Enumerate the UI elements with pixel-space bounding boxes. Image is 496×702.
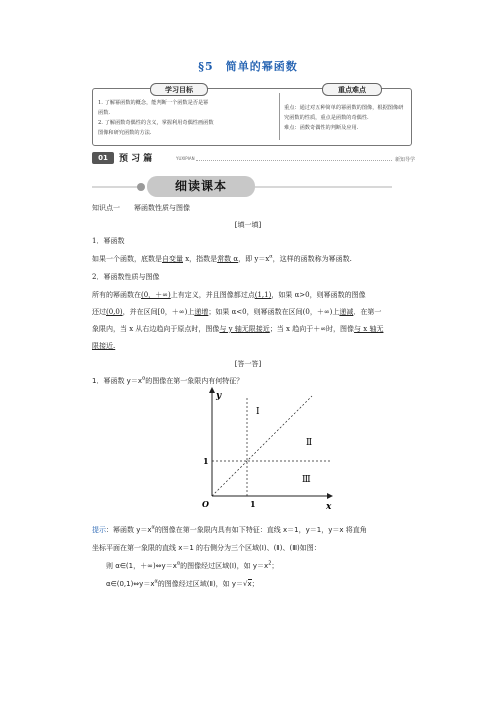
para-line-4 <box>92 341 115 352</box>
blank-answer: 自变量 <box>162 255 183 263</box>
exponent: α <box>154 578 158 585</box>
dotted-divider <box>196 160 392 161</box>
text: 的图像在第一象限内具有如下特征：直线 x＝1，y＝1，y＝x 将直角 <box>154 526 367 534</box>
text: 的图像在第一象限内有何特征？ <box>145 377 244 385</box>
y-axis-label: y <box>216 391 222 401</box>
text: ； <box>251 580 259 588</box>
goal-line: 2. 了解函数奇偶性的含义，掌握利用奇偶性画函数 <box>98 120 214 126</box>
exponent: α <box>141 375 146 382</box>
banner-dot <box>137 183 145 191</box>
text: 所有的幂函数在 <box>92 291 141 299</box>
banner-line-right <box>252 186 392 188</box>
text: 1．幂函数 y＝x <box>92 377 142 385</box>
learning-goals-tab: 学习目标 <box>150 83 208 96</box>
hint-label: 提示 <box>92 526 106 534</box>
region-graph <box>190 384 340 514</box>
text: 的图像经过区域(Ⅱ)，如 y＝ <box>157 580 244 588</box>
box-divider <box>279 93 280 140</box>
region-3-label: Ⅲ <box>302 475 311 485</box>
tick-label-x-1: 1 <box>250 499 256 509</box>
tick-label-y-1: 1 <box>203 456 209 466</box>
preview-pinyin: YUXIPIAN <box>176 156 195 161</box>
origin-label: O <box>202 499 209 509</box>
item2-heading: 2．幂函数性质与图像 <box>92 273 160 281</box>
blank-answer: 与 x 轴无 <box>354 325 384 333</box>
item1-text <box>92 254 352 265</box>
page-title: §5 简单的幂函数 <box>198 60 298 73</box>
text: ，这样的函数称为幂函数. <box>272 255 352 263</box>
sqrt-sign: √ <box>243 580 248 588</box>
key-points-text <box>284 103 408 133</box>
blank-answer: 递增 <box>194 308 209 316</box>
text: ；如果 α<0，则幂函数在区间(0，＋∞)上 <box>208 308 340 316</box>
key-point-line: 难点：函数奇偶性的判断及应用. <box>284 125 359 131</box>
preview-badge: 01 <box>92 152 114 164</box>
text: ； <box>271 562 279 570</box>
knowledge-heading: 知识点一 幂函数性质与图像 <box>92 204 190 212</box>
hint-line-4 <box>106 579 259 590</box>
blank-answer: (0,0) <box>106 308 123 316</box>
blank-answer: 限接近. <box>92 342 116 350</box>
text: 如果一个函数，底数是 <box>92 255 162 263</box>
answer-tag: [答一答] <box>234 360 262 368</box>
exponent: α <box>176 560 181 567</box>
exponent: 2 <box>268 560 272 567</box>
key-points-tab: 重点难点 <box>322 83 382 96</box>
goal-line: 1. 了解幂函数的概念，能判断一个函数是否是幂 <box>98 100 209 106</box>
hint-line-1 <box>92 525 367 536</box>
banner-line-left <box>92 186 140 188</box>
exponent: α <box>269 253 273 260</box>
blank-answer: (0，＋∞) <box>141 291 171 299</box>
radicand: x <box>247 580 252 588</box>
line-y-equals-x <box>212 396 312 496</box>
text: ，并在区间[0，＋∞)上 <box>122 308 195 316</box>
text: 的图像经过区域(Ⅰ)，如 y＝x <box>180 562 269 570</box>
key-point-line: 重点：通过对五种简单的幂函数的图像，根据图像研 <box>284 105 404 111</box>
region-2-label: Ⅱ <box>306 438 313 448</box>
exponent: α <box>151 524 155 531</box>
text: ，即 y＝x <box>238 255 270 263</box>
text: α∈(0,1)⇔y＝x <box>106 580 155 588</box>
region-1-label: Ⅰ <box>256 407 260 417</box>
text: ：幂函数 y＝x <box>106 526 152 534</box>
para-line-1 <box>92 290 366 301</box>
text: 还过 <box>92 308 106 316</box>
hint-line-2: 坐标平面在第一象限的直线 x＝1 的右侧分为三个区域(Ⅰ)、(Ⅱ)、(Ⅲ)如图： <box>92 544 321 552</box>
fill-tag: [填一填] <box>234 221 262 229</box>
para-line-3 <box>92 324 383 335</box>
text: ．在第一 <box>353 308 382 316</box>
preview-title: 预 习 篇 <box>119 154 153 164</box>
text: ，如果 α>0，则幂函数的图像 <box>271 291 366 299</box>
goal-line: 函数. <box>98 110 111 116</box>
para-line-2 <box>92 307 381 318</box>
x-axis-label: x <box>326 502 332 512</box>
blank-answer: 与 y 轴无限接近 <box>219 325 270 333</box>
text: ；当 x 趋向于＋∞时，图像 <box>269 325 355 333</box>
blank-answer: 递减 <box>339 308 354 316</box>
learning-goals-text <box>98 98 276 138</box>
item1-heading: 1．幂函数 <box>92 237 125 245</box>
key-point-line: 究函数的性质，重点是函数的奇偶性. <box>284 115 369 121</box>
preview-note: 新知导学 <box>395 157 416 163</box>
section-banner: 细读课本 <box>147 176 255 197</box>
hint-line-3 <box>106 561 278 572</box>
text: x，指数是 <box>183 255 218 263</box>
text: 上有定义，并且图像都过点 <box>170 291 255 299</box>
goal-line: 图像和研究函数的方法. <box>98 130 152 136</box>
text: 则 α∈(1，＋∞)⇔y＝x <box>106 562 177 570</box>
blank-answer: 常数 α <box>217 255 239 263</box>
blank-answer: (1,1) <box>254 291 272 299</box>
text: 象限内，当 x 从右边趋向于原点时，图像 <box>92 325 220 333</box>
